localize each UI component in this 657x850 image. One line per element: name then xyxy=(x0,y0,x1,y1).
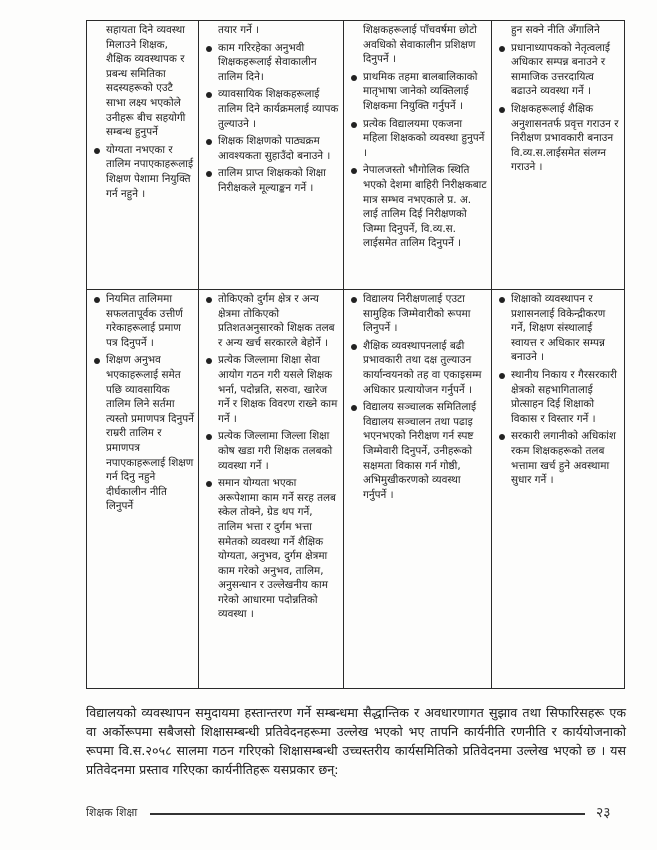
continued-text xyxy=(498,23,620,38)
bullet-icon xyxy=(499,297,505,303)
bullet-item xyxy=(93,143,194,201)
bullet-list xyxy=(498,292,620,488)
bullet-item xyxy=(205,87,339,131)
bullet-item xyxy=(498,102,620,175)
item-text: प्रत्येक जिल्लामा जिल्ला शिक्षा कोष खडा गरी शिक्षक तलबको व्यवस्था गर्ने । xyxy=(218,430,333,472)
bullet-icon xyxy=(206,481,212,487)
item-text: स्थानीय निकाय र गैरसरकारी क्षेत्रको सहभागितालाई प्रोत्साहन दिई शिक्षाको विकास र विस्तार गर्ने । xyxy=(511,368,617,425)
bullet-icon xyxy=(499,107,505,113)
table-cell xyxy=(492,290,625,689)
bullet-item xyxy=(350,400,487,502)
bullet-icon xyxy=(351,122,357,128)
item-text: शैक्षिक व्यवस्थापनलाई बढी प्रभावकारी तथा दक्ष तुल्याउन कार्यान्वयनको तह वा एकाइसम्म अधिकार प्रत्यायोजन गर्नुपर्ने । xyxy=(363,339,482,396)
bullet-item xyxy=(205,166,339,195)
bullet-icon xyxy=(206,297,212,303)
item-text: सहायता दिने व्यवस्था मिलाउने शिक्षक, शैक्षिक व्यवस्थापक र प्रबन्ध समितिका सदस्यहरूको एउटै साभा लक्ष्य भएकोले उनीहरू बीच सहयोगी सम्बन्ध हुनुपर्ने xyxy=(106,24,186,139)
bullet-icon xyxy=(351,168,357,174)
item-text: शिक्षकहरूलाई शैक्षिक अनुशासनतर्फ प्रवृत्त गराउन र निरीक्षण प्रभावकारी बनाउन वि.व्य.स.लाईसमेत संलग्न गराउने । xyxy=(511,102,619,174)
item-text: तयार गर्ने । xyxy=(218,24,260,36)
bullet-item xyxy=(350,117,487,161)
item-text: शिक्षक शिक्षणको पाठ्यक्रम आवश्यकता सुहाउँदो बनाउने । xyxy=(218,135,331,162)
bullet-icon xyxy=(351,344,357,350)
bullet-icon xyxy=(206,358,212,364)
bullet-list xyxy=(205,23,339,196)
bullet-icon xyxy=(206,434,212,440)
footer-divider xyxy=(150,813,585,815)
item-text: योग्यता नभएका र तालिम नपाएकाहरूलाई शिक्षण पेशामा नियुक्ति गर्न नहुने । xyxy=(106,143,194,200)
table-cell xyxy=(492,21,625,290)
bullet-item xyxy=(205,134,339,163)
bullet-item xyxy=(350,70,487,114)
item-text: नियमित तालिममा सफलतापूर्वक उत्तीर्ण गरेकाहरूलाई प्रमाण पत्र दिनुपर्ने । xyxy=(106,293,183,349)
bullet-icon xyxy=(206,92,212,98)
bullet-item xyxy=(205,41,339,85)
bullet-item xyxy=(350,339,487,397)
item-text: नेपालजस्तो भौगोलिक स्थिति भएको देशमा बाहिरी निरीक्षकबाट मात्र सम्भव नभएकाले प्र. अ. लाई तालिम दिई निरीक्षणको जिम्मा दिनुपर्ने, वि.व्य.स. लाईसमेत तालिम दिनुपर्ने । xyxy=(363,164,487,250)
bullet-list xyxy=(350,23,487,251)
bullet-item xyxy=(498,41,620,99)
bullet-item xyxy=(205,292,339,350)
item-text: तोकिएको दुर्गम क्षेत्र र अन्य क्षेत्रमा तोकिएको प्रतिशतअनुसारको शिक्षक तलब र अन्य खर्च सरकारले बेहोर्ने । xyxy=(218,293,335,349)
bullet-list xyxy=(205,292,339,622)
item-text: विद्यालय सञ्चालक समितिलाई विद्यालय सञ्चालन तथा पढाइ भएनभएको निरीक्षण गर्न स्पष्ट जिम्मेवारी दिनुपर्ने, उनीहरूको सक्षमता विकास गर्न गोष्ठी, अभिमुखीकरणको व्यवस्था गर्नुपर्ने । xyxy=(363,401,477,501)
page-number: २३ xyxy=(596,805,611,821)
bullet-item xyxy=(498,429,620,487)
item-text: काम गरिरहेका अनुभवी शिक्षकहरूलाई सेवाकालीन तालिम दिने। xyxy=(218,41,317,83)
item-text: शिक्षकहरूलाई पाँचवर्षमा छोटो अवधिको सेवाकालीन प्रशिक्षण दिनुपर्ने । xyxy=(363,24,478,66)
bullet-icon xyxy=(351,75,357,81)
table-row xyxy=(87,21,625,290)
item-text: प्रत्येक विद्यालयमा एकजना महिला शिक्षकको व्यवस्था हुनुपर्ने । xyxy=(363,117,485,159)
table-cell xyxy=(199,21,344,290)
bullet-list xyxy=(93,292,194,514)
item-text: शिक्षाको व्यवस्थापन र प्रशासनलाई विकेन्द्रीकरण गर्ने, शिक्षण संस्थालाई स्वायत्त र अधिकार सम्पन्न बनाउने । xyxy=(511,293,606,364)
item-text: प्राथमिक तहमा बालबालिकाको मातृभाषा जानेको व्यक्तिलाई शिक्षकमा नियुक्ति गर्नुपर्ने । xyxy=(363,70,478,112)
bullet-item xyxy=(205,476,339,622)
continued-text xyxy=(205,23,339,38)
bullet-item xyxy=(498,368,620,426)
item-text: सरकारी लगानीको अधिकांश रकम शिक्षकहरूको तलब भत्तामा खर्च हुने अवस्थामा सुधार गर्ने । xyxy=(511,430,616,487)
bullet-icon xyxy=(206,139,212,145)
bullet-list xyxy=(498,23,620,175)
item-text: समान योग्यता भएका अरूपेशामा काम गर्ने सरह तलब स्केल तोक्ने, ग्रेड थप गर्ने, तालिम भत्ता र दुर्गम भत्ता समेतको व्यवस्था गर्ने शैक्षिक योग्यता, अनुभव, दुर्गम क्षेत्रमा काम गरेको अनुभव, तालिम, अनुसन्धान र उल्लेखनीय काम गरेको आधारमा पदोन्नतिको व्यवस्था । xyxy=(218,477,336,621)
policy-table xyxy=(86,20,625,689)
bullet-list xyxy=(350,292,487,502)
footer-title: शिक्षक शिक्षा xyxy=(86,806,138,819)
bullet-item xyxy=(205,353,339,426)
bullet-icon xyxy=(499,373,505,379)
item-text: प्रधानाध्यापकको नेतृत्वलाई अधिकार सम्पन्न बनाउने र सामाजिक उत्तरदायित्व बढाउने व्यवस्था गर्ने । xyxy=(511,41,610,98)
table-cell xyxy=(87,21,199,290)
bullet-item xyxy=(205,429,339,473)
bullet-icon xyxy=(499,46,505,52)
bullet-item xyxy=(93,292,194,350)
bullet-item xyxy=(350,163,487,251)
table-cell xyxy=(199,290,344,689)
bullet-icon xyxy=(351,297,357,303)
bullet-icon xyxy=(94,297,100,303)
table-cell xyxy=(344,290,492,689)
body-paragraph: विद्यालयको व्यवस्थापन समुदायमा हस्तान्तरण गर्ने सम्बन्धमा सैद्धान्तिक र अवधारणागत सुझाव तथा सिफारिसहरू एक वा अर्कोरूपमा सबैजसो शिक्षासम्बन्धी प्रतिवेदनहरूमा उल्लेख भएको भए तापनि कार्यनीति रणनीति र कार्ययोजनाको रूपमा वि.स.२०५८ सालमा गठन गरिएको शिक्षासम्बन्धी उच्चस्तरीय कार्यसमितिको प्रतिवेदनमा उल्लेख भएको छ । यस प्रतिवेदनमा प्रस्ताव गरिएका कार्यनीतिहरू यसप्रकार छन्: xyxy=(86,705,626,777)
bullet-icon xyxy=(94,148,100,154)
bullet-icon xyxy=(351,405,357,411)
table-cell xyxy=(87,290,199,689)
table-row xyxy=(87,290,625,689)
item-text: व्यावसायिक शिक्षकहरूलाई तालिम दिने कार्यक्रमलाई व्यापक तुल्याउने । xyxy=(218,88,339,130)
bullet-icon xyxy=(206,171,212,177)
bullet-icon xyxy=(94,358,100,364)
bullet-item xyxy=(498,292,620,365)
item-text: शिक्षण अनुभव भएकाहरूलाई समेत पछि व्यावसायिक तालिम लिने सर्तमा त्यस्तो प्रमाणपत्र दिनुपर्ने राम्ररी तालिम र प्रमाणपत्र नपाएकाहरूलाई शिक्षण गर्न दिनु नहुने दीर्घकालीन नीति लिनुपर्ने xyxy=(106,354,194,513)
bullet-item xyxy=(350,292,487,336)
bullet-list xyxy=(93,23,194,201)
continued-text xyxy=(350,23,487,67)
item-text: तालिम प्राप्त शिक्षकको शिक्षा निरीक्षकले मूल्याङ्कन गर्ने । xyxy=(218,167,326,194)
item-text: विद्यालय निरीक्षणलाई एउटा सामुहिक जिम्मेवारीको रूपमा लिनुपर्ने । xyxy=(363,293,471,335)
continued-text xyxy=(93,23,194,140)
bullet-icon xyxy=(206,46,212,52)
table-cell xyxy=(344,21,492,290)
bullet-item xyxy=(93,353,194,514)
item-text: हुन सक्ने नीति अँगालिने xyxy=(511,24,600,36)
item-text: प्रत्येक जिल्लामा शिक्षा सेवा आयोग गठन गरी यसले शिक्षक भर्ना, पदोन्नति, सरुवा, खारेज गर्ने र शिक्षक विवरण राख्ने काम गर्ने । xyxy=(218,354,338,425)
bullet-icon xyxy=(499,434,505,440)
